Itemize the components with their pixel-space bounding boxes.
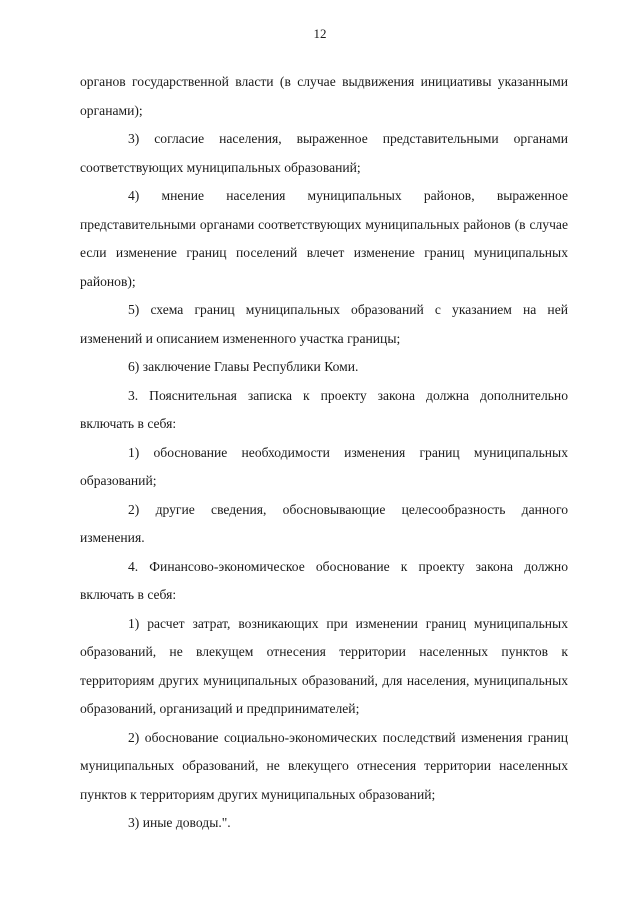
document-body	[80, 68, 568, 838]
page-number: 12	[313, 26, 327, 41]
paragraph-11: 2) обоснование социально-экономических последствий изменения границ муниципальных образований, не влекущего отнесения территории населенных пунктов к территориям других муниципальных образований;	[80, 729, 568, 802]
paragraph-1: органов государственной власти (в случае выдвижения инициативы указанными органами);	[80, 74, 568, 118]
paragraph-2: 3) согласие населения, выраженное представительными органами соответствующих муниципальных образований;	[80, 131, 568, 175]
paragraph-12: 3) иные доводы.".	[128, 815, 231, 830]
paragraph-3: 4) мнение населения муниципальных районов, выраженное представительными органами соответствующих муниципальных районов (в случае если изменение границ поселений влечет изменение границ муниципальных районов);	[80, 188, 568, 289]
paragraph-7: 1) обоснование необходимости изменения границ муниципальных образований;	[80, 444, 568, 488]
paragraph-6: 3. Пояснительная записка к проекту закона должна дополнительно включать в себя:	[80, 387, 568, 431]
paragraph-8: 2) другие сведения, обосновывающие целесообразность данного изменения.	[80, 501, 568, 545]
paragraph-4: 5) схема границ муниципальных образований с указанием на ней изменений и описанием измененного участка границы;	[80, 302, 568, 346]
paragraph-10: 1) расчет затрат, возникающих при изменении границ муниципальных образований, не влекущем отнесения территории населенных пунктов к территориям других муниципальных образований, для населения, муниципальных образований, организаций и предпринимателей;	[80, 615, 568, 716]
paragraph-5: 6) заключение Главы Республики Коми.	[128, 359, 359, 374]
paragraph-9: 4. Финансово-экономическое обоснование к проекту закона должно включать в себя:	[80, 558, 568, 602]
